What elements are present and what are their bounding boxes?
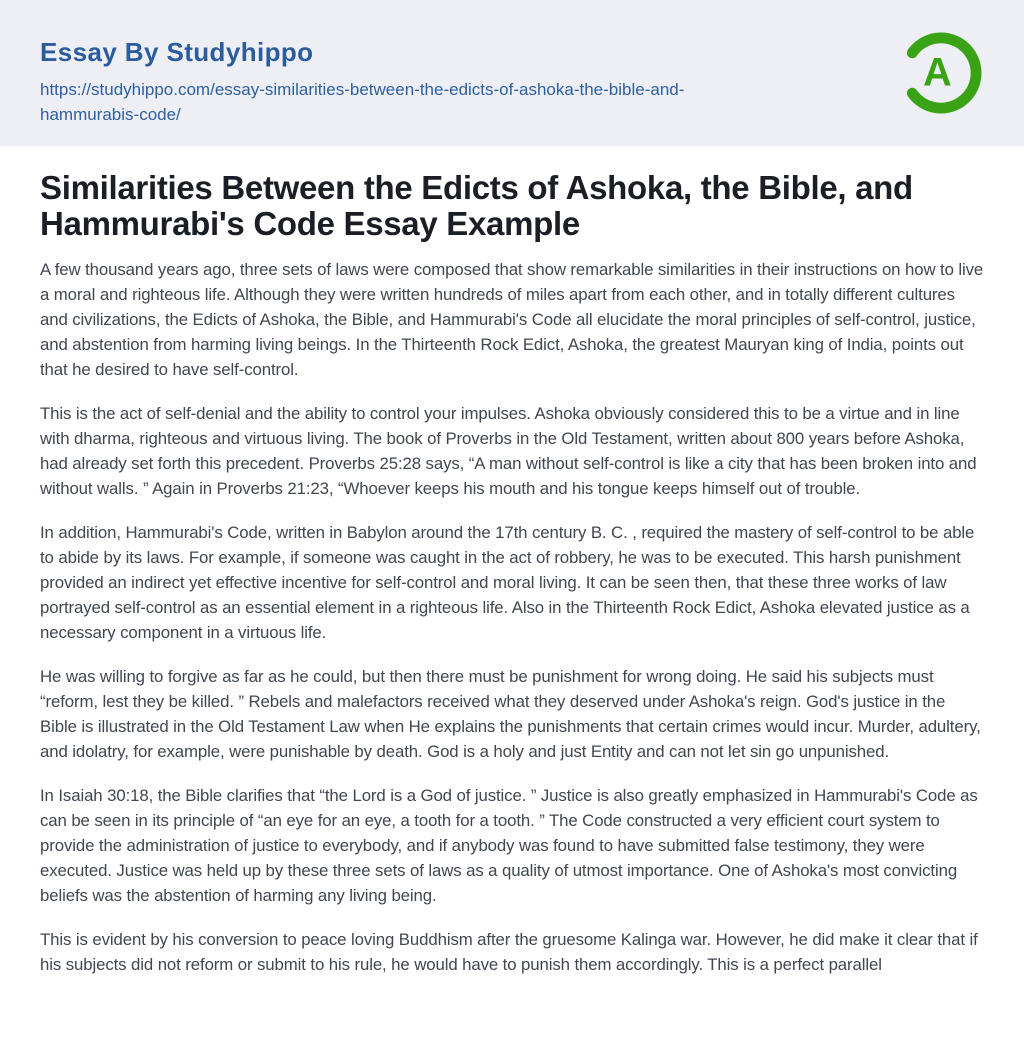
url-line-2[interactable]: hammurabis-code/: [40, 105, 181, 124]
essay-paragraph-4: He was willing to forgive as far as he could, but then there must be punishment for wrong doing. He said his subjects must “reform, lest they be killed. ” Rebels and malefactors received what they deserved under Ashoka's reign. God's justice in the Bible is illustrated in the Old Testament Law when He explains the punishments that certain crimes would incur. Murder, adultery, and idolatry, for example, were punishable by death. God is a holy and just Entity and can not let sin go unpunished.: [40, 667, 981, 761]
url-line-1[interactable]: https://studyhippo.com/essay-similarities-between-the-edicts-of-ashoka-the-bible-and-: [40, 80, 685, 99]
essay-article: [0, 146, 1024, 977]
page-url[interactable]: [40, 77, 840, 127]
essay-paragraph-5: In Isaiah 30:18, the Bible clarifies that “the Lord is a God of justice. ” Justice is also greatly emphasized in Hammurabi's Code as can be seen in its principle of “an eye for an eye, a tooth for a tooth. ” The Code constructed a very efficient court system to provide the administration of justice to everybody, and if anybody was found to have submitted false testimony, they were executed. Justice was held up by these three sets of laws as a quality of utmost importance. One of Ashoka's most convicting beliefs was the abstention of harming any living being.: [40, 786, 978, 905]
essay-paragraph-2: This is the act of self-denial and the ability to control your impulses. Ashoka obviously considered this to be a virtue and in line with dharma, righteous and virtuous living. The book of Proverbs in the Old Testament, written about 800 years before Ashoka, had already set forth this precedent. Proverbs 25:28 says, “A man without self-control is like a city that has been broken into and without walls. ” Again in Proverbs 21:23, “Whoever keeps his mouth and his tongue keeps himself out of trouble.: [40, 404, 977, 498]
page-header: [0, 0, 1024, 146]
essay-title: Similarities Between the Edicts of Ashoka, the Bible, and Hammurabi's Code Essay Example: [40, 169, 913, 242]
essay-paragraph-1: A few thousand years ago, three sets of laws were composed that show remarkable similarities in their instructions on how to live a moral and righteous life. Although they were written hundreds of miles apart from each other, and in totally different cultures and civilizations, the Edicts of Ashoka, the Bible, and Hammurabi's Code all elucidate the moral principles of self-control, justice, and abstention from harming living beings. In the Thirteenth Rock Edict, Ashoka, the greatest Mauryan king of India, points out that he desired to have self-control.: [40, 260, 984, 379]
essay-paragraph-6: This is evident by his conversion to peace loving Buddhism after the gruesome Kalinga war. However, he did make it clear that if his subjects did not reform or submit to his rule, he would have to punish them accordingly. This is a perfect parallel: [40, 930, 978, 974]
site-title: Essay By Studyhippo: [40, 37, 314, 67]
essay-paragraph-3: In addition, Hammurabi's Code, written in Babylon around the 17th century B. C. , required the mastery of self-control to be able to abide by its laws. For example, if someone was caught in the act of robbery, he was to be executed. This harsh punishment provided an indirect yet effective incentive for self-control and moral living. It can be seen then, that these three works of law portrayed self-control as an essential element in a righteous life. Also in the Thirteenth Rock Edict, Ashoka elevated justice as a necessary component in a virtuous life.: [40, 523, 975, 642]
studyhippo-logo-icon: [896, 28, 986, 118]
logo-letter: A: [923, 50, 952, 95]
